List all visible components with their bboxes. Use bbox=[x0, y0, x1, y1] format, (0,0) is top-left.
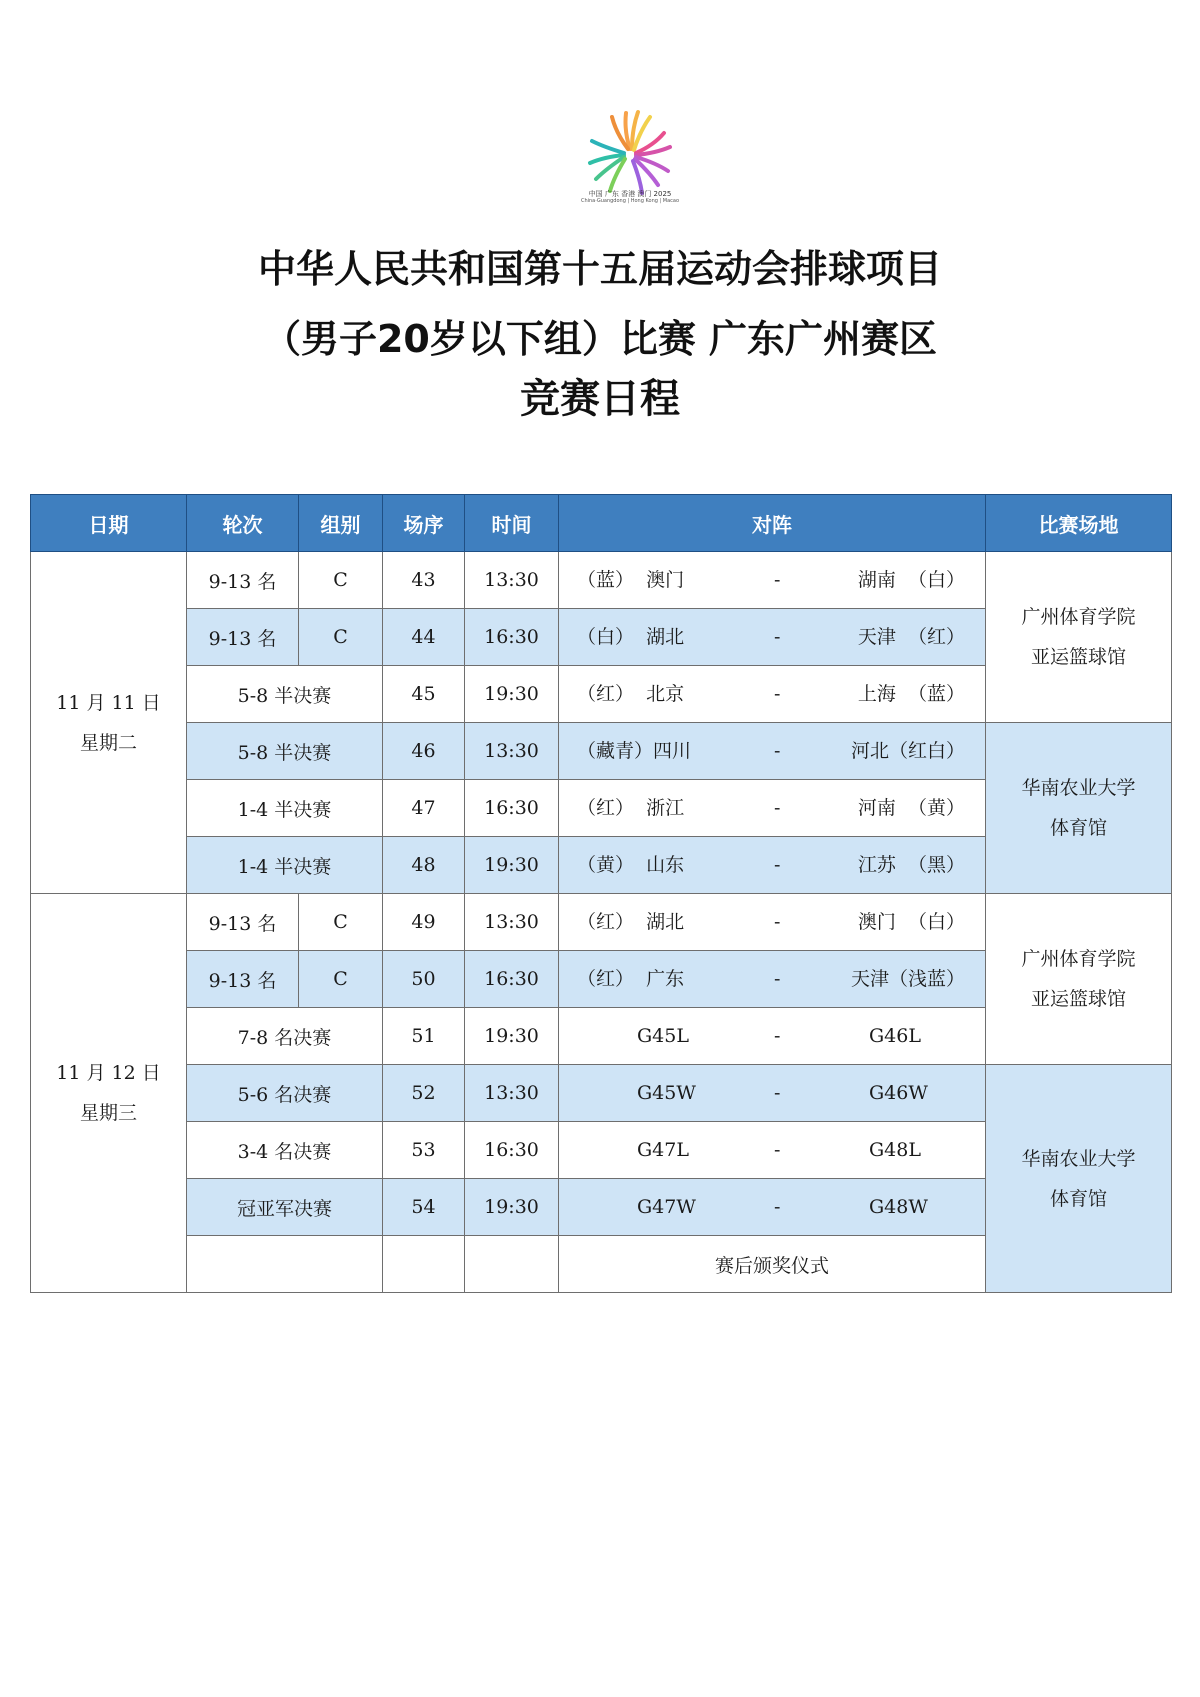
header-round: 轮次 bbox=[187, 495, 299, 552]
logo-caption: 中国 广东 香港 澳门 2025 bbox=[588, 190, 672, 198]
round-cell: 7-8 名决赛 bbox=[187, 1008, 383, 1065]
header-venue: 比赛场地 bbox=[986, 495, 1172, 552]
team-left: （红） 北京 bbox=[577, 683, 685, 705]
round-cell: 9-13 名 bbox=[187, 609, 299, 666]
venue-line-2: 体育馆 bbox=[1049, 1187, 1107, 1210]
match-no-cell: 47 bbox=[383, 780, 465, 837]
matchup-cell bbox=[559, 666, 986, 723]
team-right: 上海 （蓝） bbox=[857, 683, 965, 705]
team-left: （红） 广东 bbox=[577, 968, 685, 990]
time-cell: 13:30 bbox=[465, 894, 559, 951]
match-no-cell: 46 bbox=[383, 723, 465, 780]
matchup-cell bbox=[559, 780, 986, 837]
team-left: G47L bbox=[637, 1139, 689, 1161]
matchup-cell bbox=[559, 609, 986, 666]
versus-dash: - bbox=[774, 569, 781, 591]
versus-dash: - bbox=[774, 1196, 781, 1218]
match-no-cell: 52 bbox=[383, 1065, 465, 1122]
team-right: 湖南 （白） bbox=[857, 569, 965, 591]
team-right: 河北（红白） bbox=[850, 740, 965, 762]
team-right: G46L bbox=[869, 1025, 921, 1047]
team-right: G48L bbox=[869, 1139, 921, 1161]
date-text: 11 月 12 日 bbox=[56, 1062, 161, 1084]
header-match-no: 场序 bbox=[383, 495, 465, 552]
round-cell: 5-8 半决赛 bbox=[187, 723, 383, 780]
schedule-table bbox=[30, 494, 1172, 1293]
round-cell: 1-4 半决赛 bbox=[187, 780, 383, 837]
match-no-cell: 49 bbox=[383, 894, 465, 951]
versus-dash: - bbox=[774, 1025, 781, 1047]
table-row bbox=[31, 1065, 1172, 1122]
table-row bbox=[31, 552, 1172, 609]
table-row bbox=[31, 894, 1172, 951]
venue-cell bbox=[986, 552, 1172, 723]
round-cell: 9-13 名 bbox=[187, 552, 299, 609]
venue-line-2: 亚运篮球馆 bbox=[1030, 988, 1126, 1010]
round-cell: 5-8 半决赛 bbox=[187, 666, 383, 723]
time-cell: 16:30 bbox=[465, 609, 559, 666]
match-no-cell: 50 bbox=[383, 951, 465, 1008]
ceremony-cell: 赛后颁奖仪式 bbox=[559, 1236, 986, 1293]
match-no-cell: 45 bbox=[383, 666, 465, 723]
team-right: 江苏 （黑） bbox=[857, 854, 965, 876]
matchup-cell bbox=[559, 552, 986, 609]
time-cell: 13:30 bbox=[465, 552, 559, 609]
empty-round-cell bbox=[187, 1236, 383, 1293]
match-no-cell: 53 bbox=[383, 1122, 465, 1179]
header-matchup: 对阵 bbox=[559, 495, 986, 552]
empty-time-cell bbox=[465, 1236, 559, 1293]
versus-dash: - bbox=[774, 1082, 781, 1104]
group-cell: C bbox=[299, 894, 383, 951]
round-cell: 1-4 半决赛 bbox=[187, 837, 383, 894]
round-cell: 5-6 名决赛 bbox=[187, 1065, 383, 1122]
venue-line-2: 亚运篮球馆 bbox=[1030, 646, 1126, 668]
title-line-3: 竞赛日程 bbox=[520, 376, 680, 422]
round-cell: 9-13 名 bbox=[187, 951, 299, 1008]
logo-subcaption: China·Guangdong | Hong Kong | Macao bbox=[580, 198, 680, 204]
matchup-cell bbox=[559, 837, 986, 894]
versus-dash: - bbox=[774, 740, 781, 762]
match-no-cell: 48 bbox=[383, 837, 465, 894]
team-left: G45W bbox=[637, 1082, 696, 1104]
weekday-text: 星期三 bbox=[79, 1102, 137, 1124]
team-left: （藏青）四川 bbox=[577, 740, 692, 762]
time-cell: 13:30 bbox=[465, 1065, 559, 1122]
group-cell: C bbox=[299, 609, 383, 666]
team-right: 天津（浅蓝） bbox=[850, 968, 965, 990]
header-group: 组别 bbox=[299, 495, 383, 552]
matchup-cell bbox=[559, 894, 986, 951]
team-left: （白） 湖北 bbox=[577, 626, 685, 648]
versus-dash: - bbox=[774, 1139, 781, 1161]
match-no-cell: 54 bbox=[383, 1179, 465, 1236]
team-left: （蓝） 澳门 bbox=[577, 569, 685, 591]
matchup-cell bbox=[559, 1122, 986, 1179]
time-cell: 16:30 bbox=[465, 951, 559, 1008]
venue-cell bbox=[986, 1065, 1172, 1293]
date-cell bbox=[31, 894, 187, 1293]
header-time: 时间 bbox=[465, 495, 559, 552]
versus-dash: - bbox=[774, 854, 781, 876]
team-left: （红） 浙江 bbox=[577, 797, 685, 819]
matchup-cell bbox=[559, 1179, 986, 1236]
header-row bbox=[31, 495, 1172, 552]
time-cell: 19:30 bbox=[465, 1179, 559, 1236]
venue-line-1: 广州体育学院 bbox=[1021, 606, 1136, 628]
time-cell: 19:30 bbox=[465, 666, 559, 723]
venue-line-1: 广州体育学院 bbox=[1021, 948, 1136, 970]
match-no-cell: 51 bbox=[383, 1008, 465, 1065]
team-right: 河南 （黄） bbox=[857, 797, 965, 819]
venue-line-1: 华南农业大学 bbox=[1021, 777, 1136, 799]
title-line-1: 中华人民共和国第十五届运动会排球项目 bbox=[257, 247, 942, 291]
venue-line-2: 体育馆 bbox=[1049, 817, 1107, 839]
weekday-text: 星期二 bbox=[79, 731, 137, 754]
versus-dash: - bbox=[774, 911, 781, 933]
group-cell: C bbox=[299, 552, 383, 609]
title-line-2: （男子20岁以下组）比赛 广东广州赛区 bbox=[262, 317, 938, 361]
matchup-cell bbox=[559, 951, 986, 1008]
round-cell: 9-13 名 bbox=[187, 894, 299, 951]
team-left: G47W bbox=[637, 1196, 696, 1218]
date-cell bbox=[31, 552, 187, 894]
team-right: 澳门 （白） bbox=[857, 911, 965, 933]
time-cell: 16:30 bbox=[465, 1122, 559, 1179]
time-cell: 13:30 bbox=[465, 723, 559, 780]
matchup-cell bbox=[559, 1008, 986, 1065]
versus-dash: - bbox=[774, 626, 781, 648]
group-cell: C bbox=[299, 951, 383, 1008]
venue-line-1: 华南农业大学 bbox=[1021, 1147, 1136, 1170]
round-cell: 冠亚军决赛 bbox=[187, 1179, 383, 1236]
team-left: （红） 湖北 bbox=[577, 911, 685, 933]
versus-dash: - bbox=[774, 683, 781, 705]
team-right: 天津 （红） bbox=[857, 626, 965, 648]
date-text: 11 月 11 日 bbox=[56, 691, 161, 714]
matchup-cell bbox=[559, 723, 986, 780]
match-no-cell: 44 bbox=[383, 609, 465, 666]
versus-dash: - bbox=[774, 968, 781, 990]
match-no-cell: 43 bbox=[383, 552, 465, 609]
venue-cell bbox=[986, 894, 1172, 1065]
matchup-cell bbox=[559, 1065, 986, 1122]
header-date: 日期 bbox=[31, 495, 187, 552]
round-cell: 3-4 名决赛 bbox=[187, 1122, 383, 1179]
empty-match-no-cell bbox=[383, 1236, 465, 1293]
team-right: G48W bbox=[869, 1196, 928, 1218]
time-cell: 19:30 bbox=[465, 1008, 559, 1065]
time-cell: 16:30 bbox=[465, 780, 559, 837]
table-row bbox=[31, 723, 1172, 780]
versus-dash: - bbox=[774, 797, 781, 819]
venue-cell bbox=[986, 723, 1172, 894]
team-left: G45L bbox=[637, 1025, 689, 1047]
team-left: （黄） 山东 bbox=[577, 854, 685, 876]
time-cell: 19:30 bbox=[465, 837, 559, 894]
team-right: G46W bbox=[869, 1082, 928, 1104]
